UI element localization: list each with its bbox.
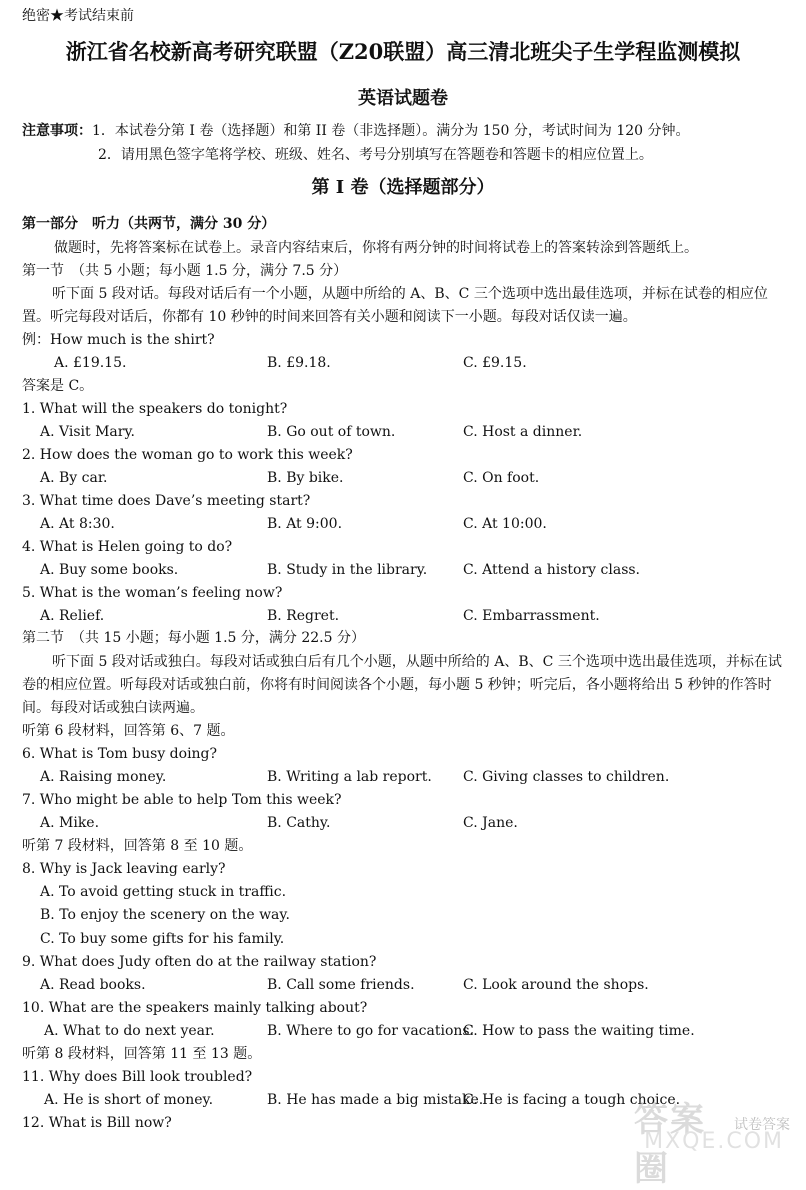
example-option-a: A. £19.15. <box>54 355 127 371</box>
part-heading: 第一部分 听力（共两节，满分 30 分） <box>22 216 276 232</box>
question-5: 5. What is the woman’s feeling now? <box>22 585 283 601</box>
section-title: 第 I 卷（选择题部分） <box>311 177 495 198</box>
q8-option-a: A. To avoid getting stuck in traffic. <box>40 884 287 900</box>
q9-option-b: B. Call some friends. <box>267 977 415 993</box>
q10-option-c: C. How to pass the waiting time. <box>463 1023 695 1039</box>
q3-option-c: C. At 10:00. <box>463 516 547 532</box>
q11-option-c: C. He is facing a tough choice. <box>463 1092 681 1108</box>
q6-option-a: A. Raising money. <box>40 769 167 785</box>
q6-option-c: C. Giving classes to children. <box>463 769 670 785</box>
watermark-en-text: MXQE.COM <box>644 1129 784 1154</box>
question-7: 7. Who might be able to help Tom this week? <box>22 792 342 808</box>
q11-option-a: A. He is short of money. <box>44 1092 214 1108</box>
q10-option-a: A. What to do next year. <box>44 1023 215 1039</box>
material-6-heading: 听第 6 段材料，回答第 6、7 题。 <box>22 723 235 739</box>
q9-option-c: C. Look around the shops. <box>463 977 649 993</box>
example-answer: 答案是 C。 <box>22 378 94 394</box>
q9-option-a: A. Read books. <box>40 977 146 993</box>
q7-option-c: C. Jane. <box>463 815 518 831</box>
q4-option-b: B. Study in the library. <box>267 562 428 578</box>
q3-option-a: A. At 8:30. <box>40 516 115 532</box>
q7-option-b: B. Cathy. <box>267 815 331 831</box>
question-3: 3. What time does Dave’s meeting start? <box>22 493 311 509</box>
q1-option-c: C. Host a dinner. <box>463 424 583 440</box>
question-11: 11. Why does Bill look troubled? <box>22 1069 253 1085</box>
intro-text: 做题时，先将答案标在试卷上。录音内容结束后，你将有两分钟的时间将试卷上的答案转涂到答题纸上。 <box>54 240 698 256</box>
question-2: 2. How does the woman go to work this week? <box>22 447 353 463</box>
sec2-instructions: 听下面 5 段对话或独白。每段对话或独白后有几个小题，从题中所给的 A、B、C 三个选项中选出最佳选项，并标在试卷的相应位置。听每段对话或独白前，你将有时间阅读各个小题，每小题 5 秒钟；听完后，各小题将给出 5 秒钟的作答时间。每段对话或独白读两遍。 <box>22 654 782 716</box>
material-8-heading: 听第 8 段材料，回答第 11 至 13 题。 <box>22 1046 262 1062</box>
material-7-heading: 听第 7 段材料，回答第 8 至 10 题。 <box>22 838 253 854</box>
question-8: 8. Why is Jack leaving early? <box>22 861 226 877</box>
q5-option-b: B. Regret. <box>267 608 340 624</box>
q7-option-a: A. Mike. <box>40 815 100 831</box>
q2-option-a: A. By car. <box>40 470 108 486</box>
q1-option-b: B. Go out of town. <box>267 424 396 440</box>
q6-option-b: B. Writing a lab report. <box>267 769 432 785</box>
q11-option-b: B. He has made a big mistake. <box>267 1092 484 1108</box>
watermark-cn-text: 答案圈 <box>634 1100 706 1189</box>
q2-option-b: B. By bike. <box>267 470 344 486</box>
notice-label: 注意事项： <box>22 123 92 139</box>
q1-option-a: A. Visit Mary. <box>40 424 135 440</box>
q5-option-a: A. Relief. <box>40 608 105 624</box>
example-option-c: C. £9.15. <box>463 355 527 371</box>
sec1-instructions: 听下面 5 段对话。每段对话后有一个小题，从题中所给的 A、B、C 三个选项中选出最佳选项，并标在试卷的相应位置。听完每段对话后，你都有 10 秒钟的时间来回答有关小题和阅读下一小题。每段对话仅读一遍。 <box>22 286 768 325</box>
example-option-b: B. £9.18. <box>267 355 331 371</box>
q8-option-b: B. To enjoy the scenery on the way. <box>40 907 290 923</box>
q2-option-c: C. On foot. <box>463 470 540 486</box>
question-9: 9. What does Judy often do at the railway station? <box>22 954 377 970</box>
q4-option-c: C. Attend a history class. <box>463 562 641 578</box>
q5-option-c: C. Embarrassment. <box>463 608 600 624</box>
q10-option-b: B. Where to go for vacations. <box>267 1023 475 1039</box>
sec2-title: 第二节 （共 15 小题；每小题 1.5 分，满分 22.5 分） <box>22 630 365 646</box>
exam-title: 浙江省名校新高考研究联盟（Z20联盟）高三清北班尖子生学程监测模拟 <box>65 39 741 64</box>
exam-subtitle: 英语试题卷 <box>358 88 448 109</box>
question-12: 12. What is Bill now? <box>22 1115 172 1131</box>
q4-option-a: A. Buy some books. <box>40 562 179 578</box>
notice-item-1: 1．本试卷分第 I 卷（选择题）和第 II 卷（非选择题）。满分为 150 分，考试时间为 120 分钟。 <box>92 123 690 139</box>
confidential-mark: 绝密★考试结束前 <box>22 8 134 24</box>
question-10: 10. What are the speakers mainly talking about? <box>22 1000 368 1016</box>
watermark-logo <box>634 1090 794 1189</box>
question-1: 1. What will the speakers do tonight? <box>22 401 288 417</box>
example-question: 例：How much is the shirt? <box>22 332 215 348</box>
sec1-title: 第一节 （共 5 小题；每小题 1.5 分，满分 7.5 分） <box>22 263 348 279</box>
notice-line-1 <box>22 121 796 141</box>
q3-option-b: B. At 9:00. <box>267 516 343 532</box>
question-6: 6. What is Tom busy doing? <box>22 746 218 762</box>
watermark-small-text: 试卷答案 <box>734 1117 790 1133</box>
question-4: 4. What is Helen going to do? <box>22 539 233 555</box>
notice-item-2: 2．请用黑色签字笔将学校、班级、姓名、考号分别填写在答题卷和答题卡的相应位置上。 <box>98 147 653 163</box>
q8-option-c: C. To buy some gifts for his family. <box>40 931 285 947</box>
